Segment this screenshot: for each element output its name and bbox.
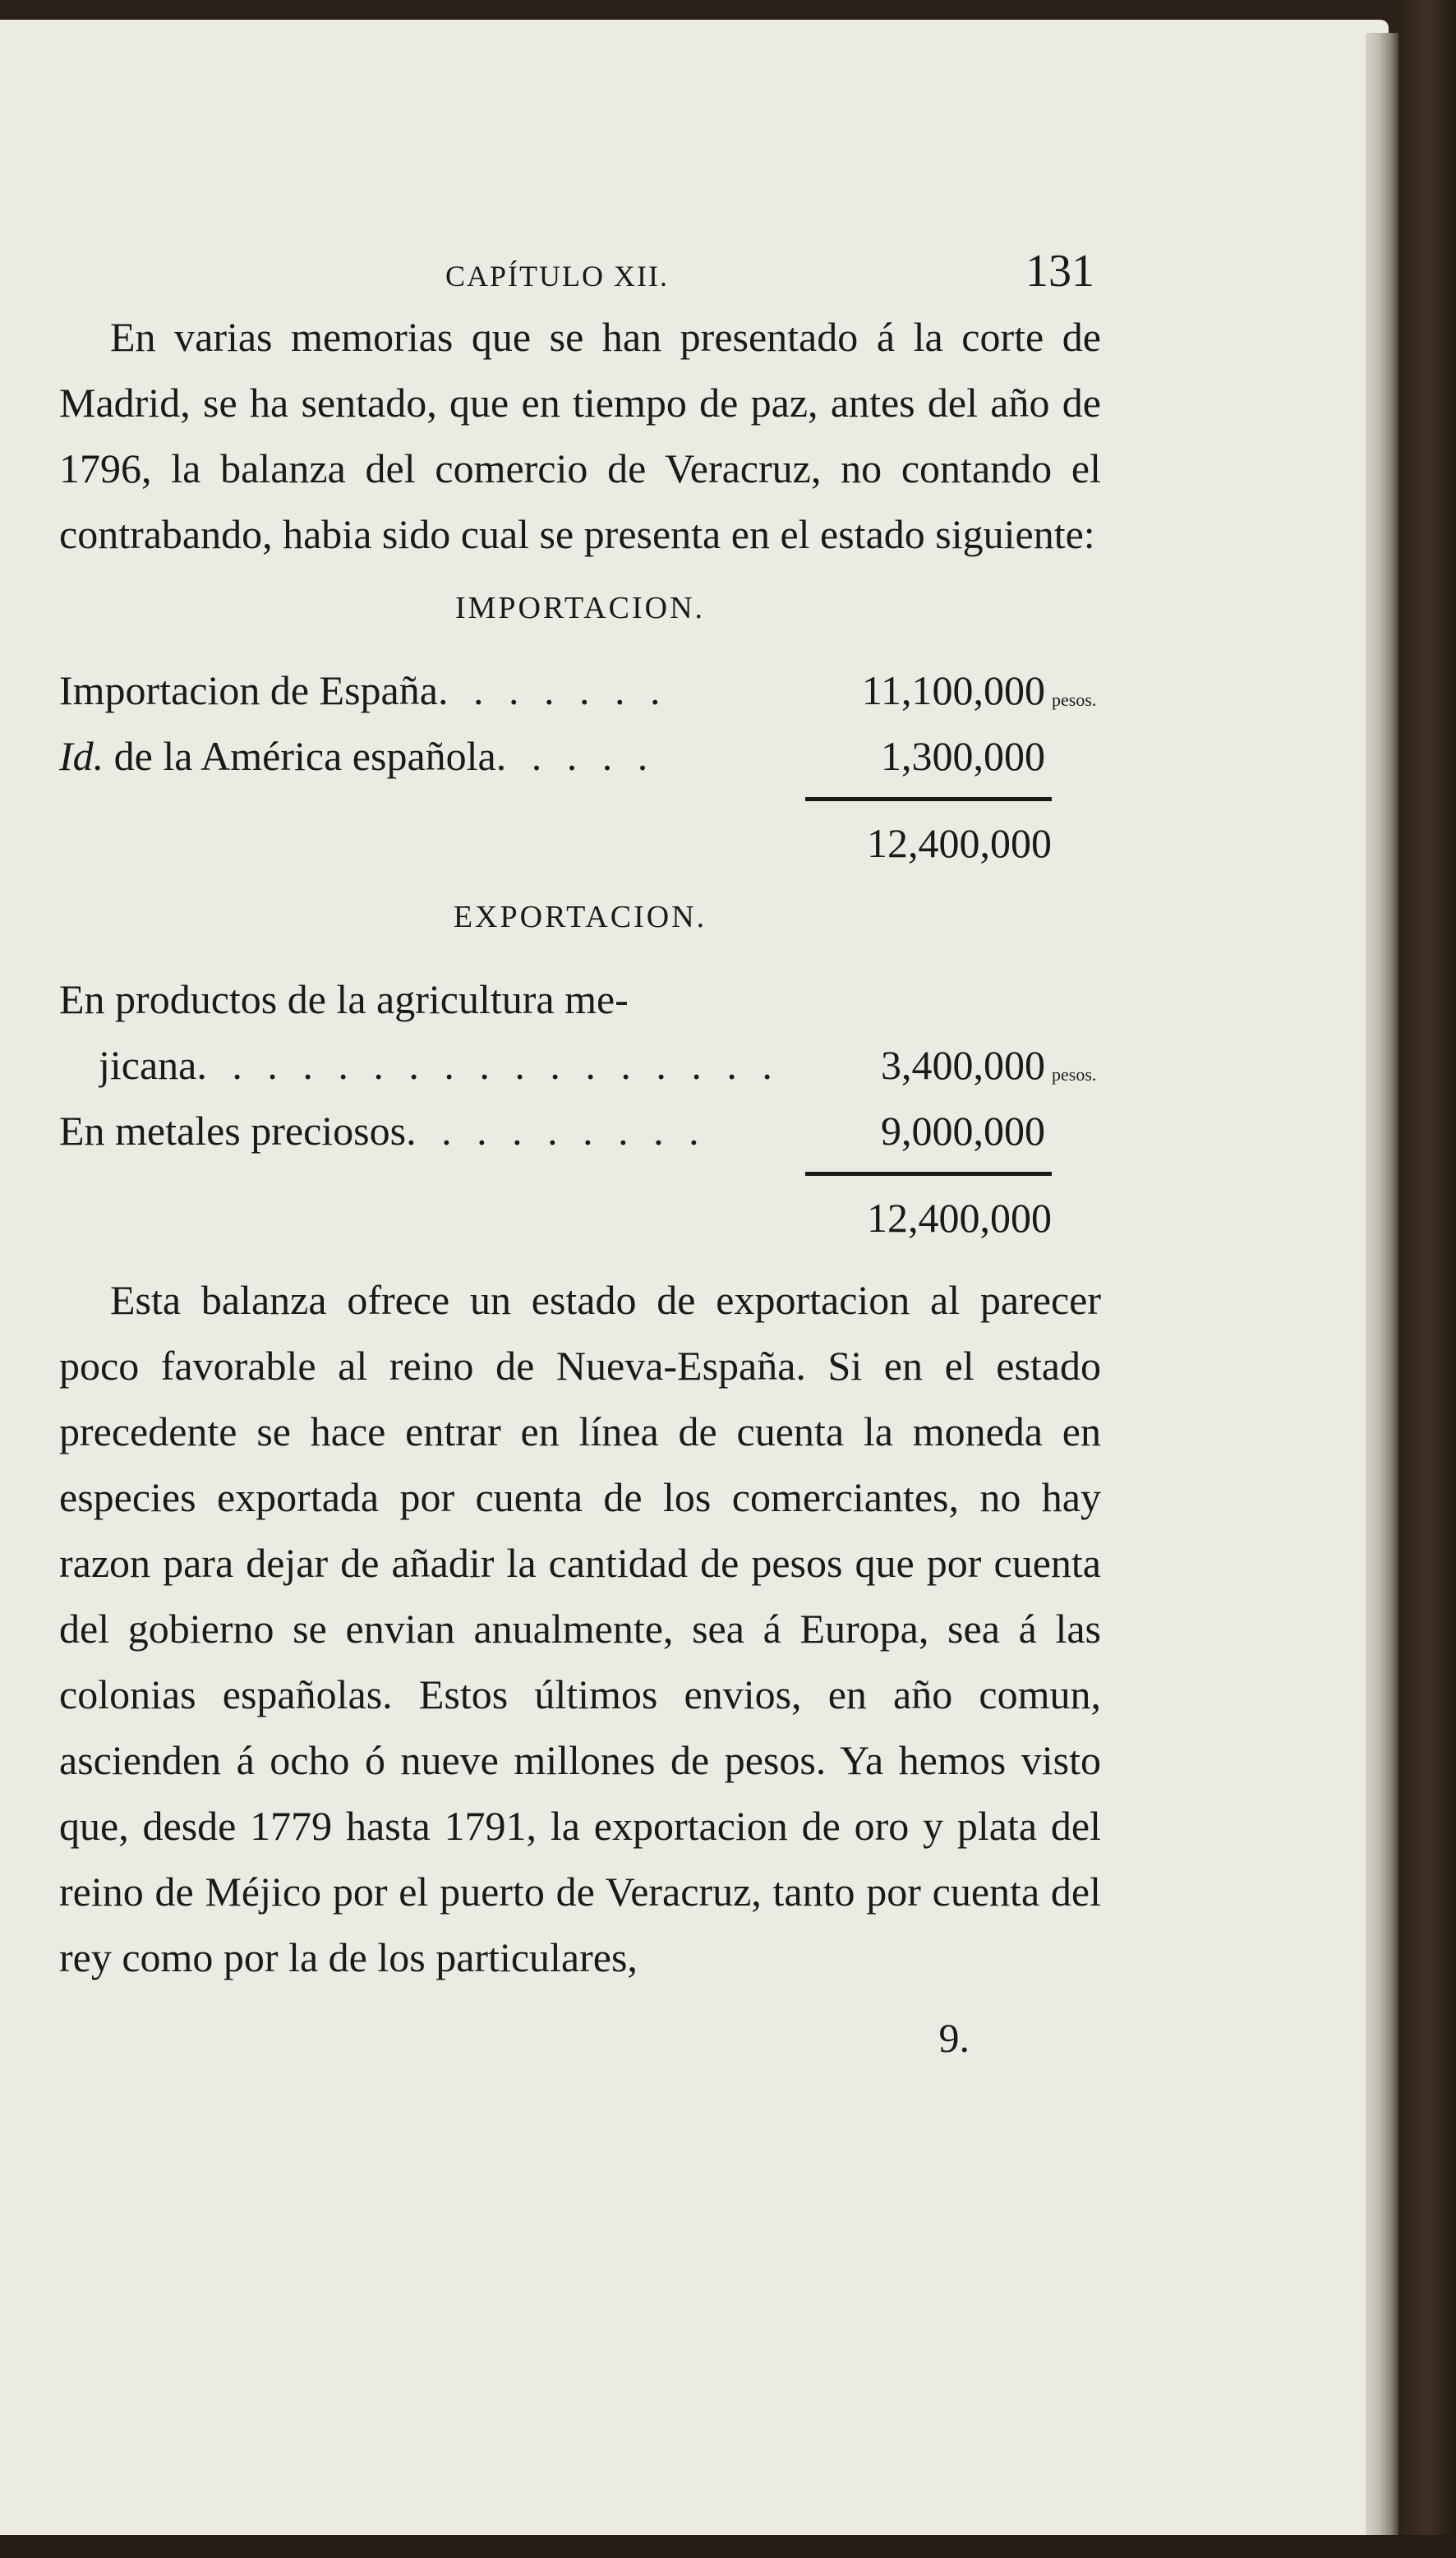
row-label: Id. de la América española. . . . .: [59, 733, 656, 779]
row-label: En productos de la agricultura me-: [59, 976, 629, 1022]
page-edge: [1366, 33, 1398, 2539]
exportacion-total: 12,400,000: [867, 1195, 1052, 1241]
body-paragraph: Esta balanza ofrece un estado de exportacion al parecer poco favorable al reino de Nueva-España. Si en el estado precedente se hace entrar en línea de cuenta la moneda en especies exportada por cuenta de los comerciantes, no hay razon para dejar de añadir la cantidad de pesos que por cuenta del gobierno se envian anualmente, sea á Europa, sea á las colonias españolas. Estos últimos envios, en año comun, ascienden á ocho ó nueve millones de pesos. Ya hemos visto que, desde 1779 hasta 1791, la exportacion de oro y plata del reino de Méjico por el puerto de Veracruz, tanto por cuenta del rey como por la de los particulares,: [59, 1277, 1101, 1980]
signature-mark: 9.: [938, 2015, 970, 2061]
row-label: En metales preciosos. . . . . . . . .: [59, 1108, 707, 1154]
sum-line: [805, 1172, 1052, 1176]
row-amount: 3,400,000: [881, 1042, 1045, 1088]
chapter-title: CAPÍTULO XII.: [445, 260, 669, 293]
row-unit: pesos.: [1052, 689, 1097, 710]
sum-line: [805, 797, 1052, 801]
running-header: [59, 238, 1101, 304]
intro-paragraph: En varias memorias que se han presentado á la corte de Madrid, se ha sentado, que en tiempo de paz, antes del año de 1796, la balanza del comercio de Veracruz, no contando el contrabando, habia sido cual se presenta en el estado siguiente:: [59, 314, 1101, 557]
table-row: [59, 1032, 1101, 1098]
page-number: 131: [1025, 246, 1094, 297]
scan-border: [0, 2535, 1456, 2558]
importacion-heading: IMPORTACION.: [454, 591, 706, 625]
table-row: [59, 723, 1101, 789]
row-unit: pesos.: [1052, 1064, 1097, 1085]
importacion-total: 12,400,000: [867, 820, 1052, 866]
row-label: Importacion de España. . . . . . .: [59, 667, 668, 713]
row-amount: 11,100,000: [861, 667, 1045, 713]
total-row: [59, 1185, 1101, 1251]
exportacion-heading: EXPORTACION.: [453, 900, 707, 934]
row-amount: 9,000,000: [881, 1108, 1045, 1154]
row-label: jicana. . . . . . . . . . . . . . . . .: [99, 1042, 780, 1088]
row-amount: 1,300,000: [881, 733, 1045, 779]
spacer: [59, 1251, 1101, 1267]
total-row: [59, 810, 1101, 876]
book-spine: [1398, 0, 1456, 2558]
table-row: [59, 1098, 1101, 1164]
sum-rule: [59, 1164, 1101, 1185]
page-text: [59, 238, 1101, 2071]
sum-rule: [59, 789, 1101, 810]
table-row: [59, 657, 1101, 723]
table-row: [59, 966, 1101, 1032]
